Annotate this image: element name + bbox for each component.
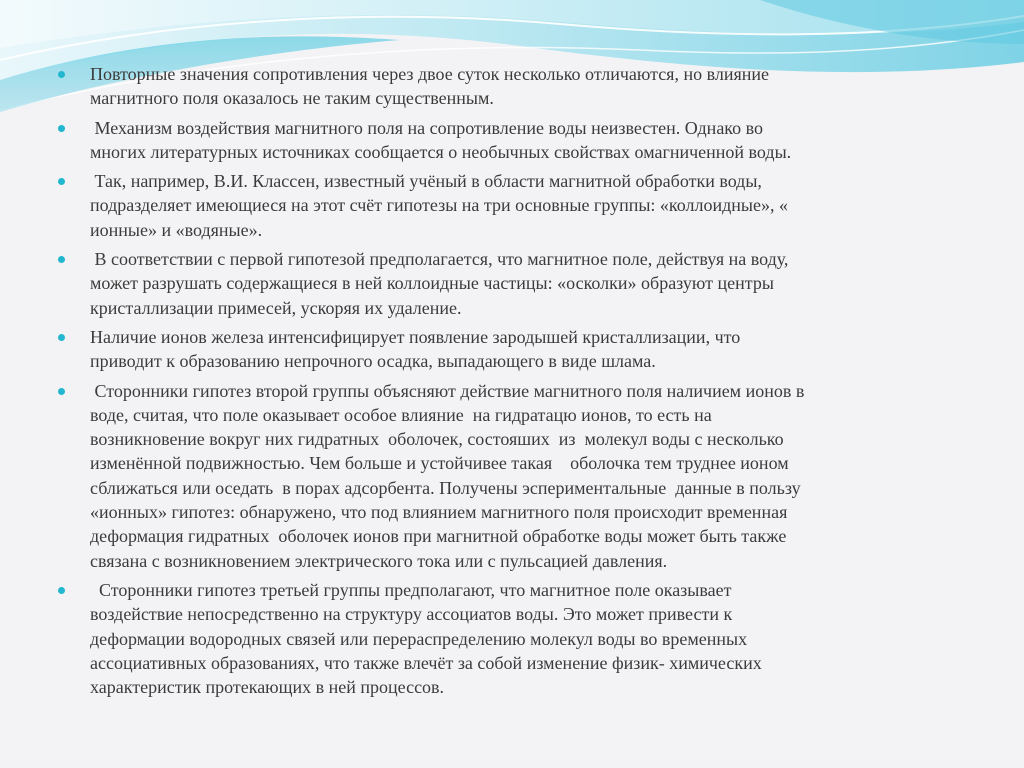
bullet-text: В соответствии с первой гипотезой предполагается, что магнитное поле, действуя на воду, может разрушать содержащиеся в ней коллоидные частицы: «осколки» образуют центры кристаллизации примесей, ускоряя их удаление. xyxy=(90,249,789,318)
bullet-item xyxy=(56,116,956,165)
bullet-text: Повторные значения сопротивления через двое суток несколько отличаются, но влияние магнитного поля оказалось не таким существенным. xyxy=(90,64,770,109)
bullet-dot-icon xyxy=(58,256,65,263)
slide-content xyxy=(56,62,956,704)
bullet-dot-icon xyxy=(58,388,65,395)
bullet-dot-icon xyxy=(58,334,65,341)
bullet-item xyxy=(56,379,956,573)
bullet-item xyxy=(56,325,956,374)
bullet-dot-icon xyxy=(58,71,65,78)
bullet-list xyxy=(56,62,956,699)
bullet-item xyxy=(56,578,956,699)
bullet-text: Сторонники гипотез третьей группы предполагают, что магнитное поле оказывает воздействие непосредственно на структуру ассоциатов воды. Это может привести к деформации водородных связей или перераспределению молекул воды во временных ассоциативных образованиях, что также влечёт за собой изменение физик- химических характеристик протекающих в ней процессов. xyxy=(90,579,762,698)
bullet-text: Так, например, В.И. Классен, известный учёный в области магнитной обработки воды, подразделяет имеющиеся на этот счёт гипотезы на три основные группы: «коллоидные», « ионные» и «водяные». xyxy=(90,171,789,240)
bullet-text: Механизм воздействия магнитного поля на сопротивление воды неизвестен. Однако во многих литературных источниках сообщается о необычных свойствах омагниченной воды. xyxy=(90,117,792,162)
bullet-item xyxy=(56,247,956,320)
bullet-dot-icon xyxy=(58,125,65,132)
bullet-item xyxy=(56,169,956,242)
bullet-item xyxy=(56,62,956,111)
bullet-dot-icon xyxy=(58,587,65,594)
bullet-dot-icon xyxy=(58,178,65,185)
bullet-text: Сторонники гипотез второй группы объясняют действие магнитного поля наличием ионов в воде, считая, что поле оказывает особое влияние на гидратацю ионов, то есть на возникновение вокруг них гидратных оболочек, состояших из молекул воды с несколько изменённой подвижностью. Чем больше и устойчивее такая оболочка тем труднее ионом сближаться или оседать в порах адсорбента. Получены эспериментальные данные в пользу «ионных» гипотез: обнаружено, что под влиянием магнитного поля происходит временная деформация гидратных оболочек ионов при магнитной обработке воды может быть также связана с возникновением электрического тока или с пульсацией давления. xyxy=(90,380,805,571)
bullet-text: Наличие ионов железа интенсифицирует появление зародышей кристаллизации, что приводит к образованию непрочного осадка, выпадающего в виде шлама. xyxy=(90,326,741,372)
